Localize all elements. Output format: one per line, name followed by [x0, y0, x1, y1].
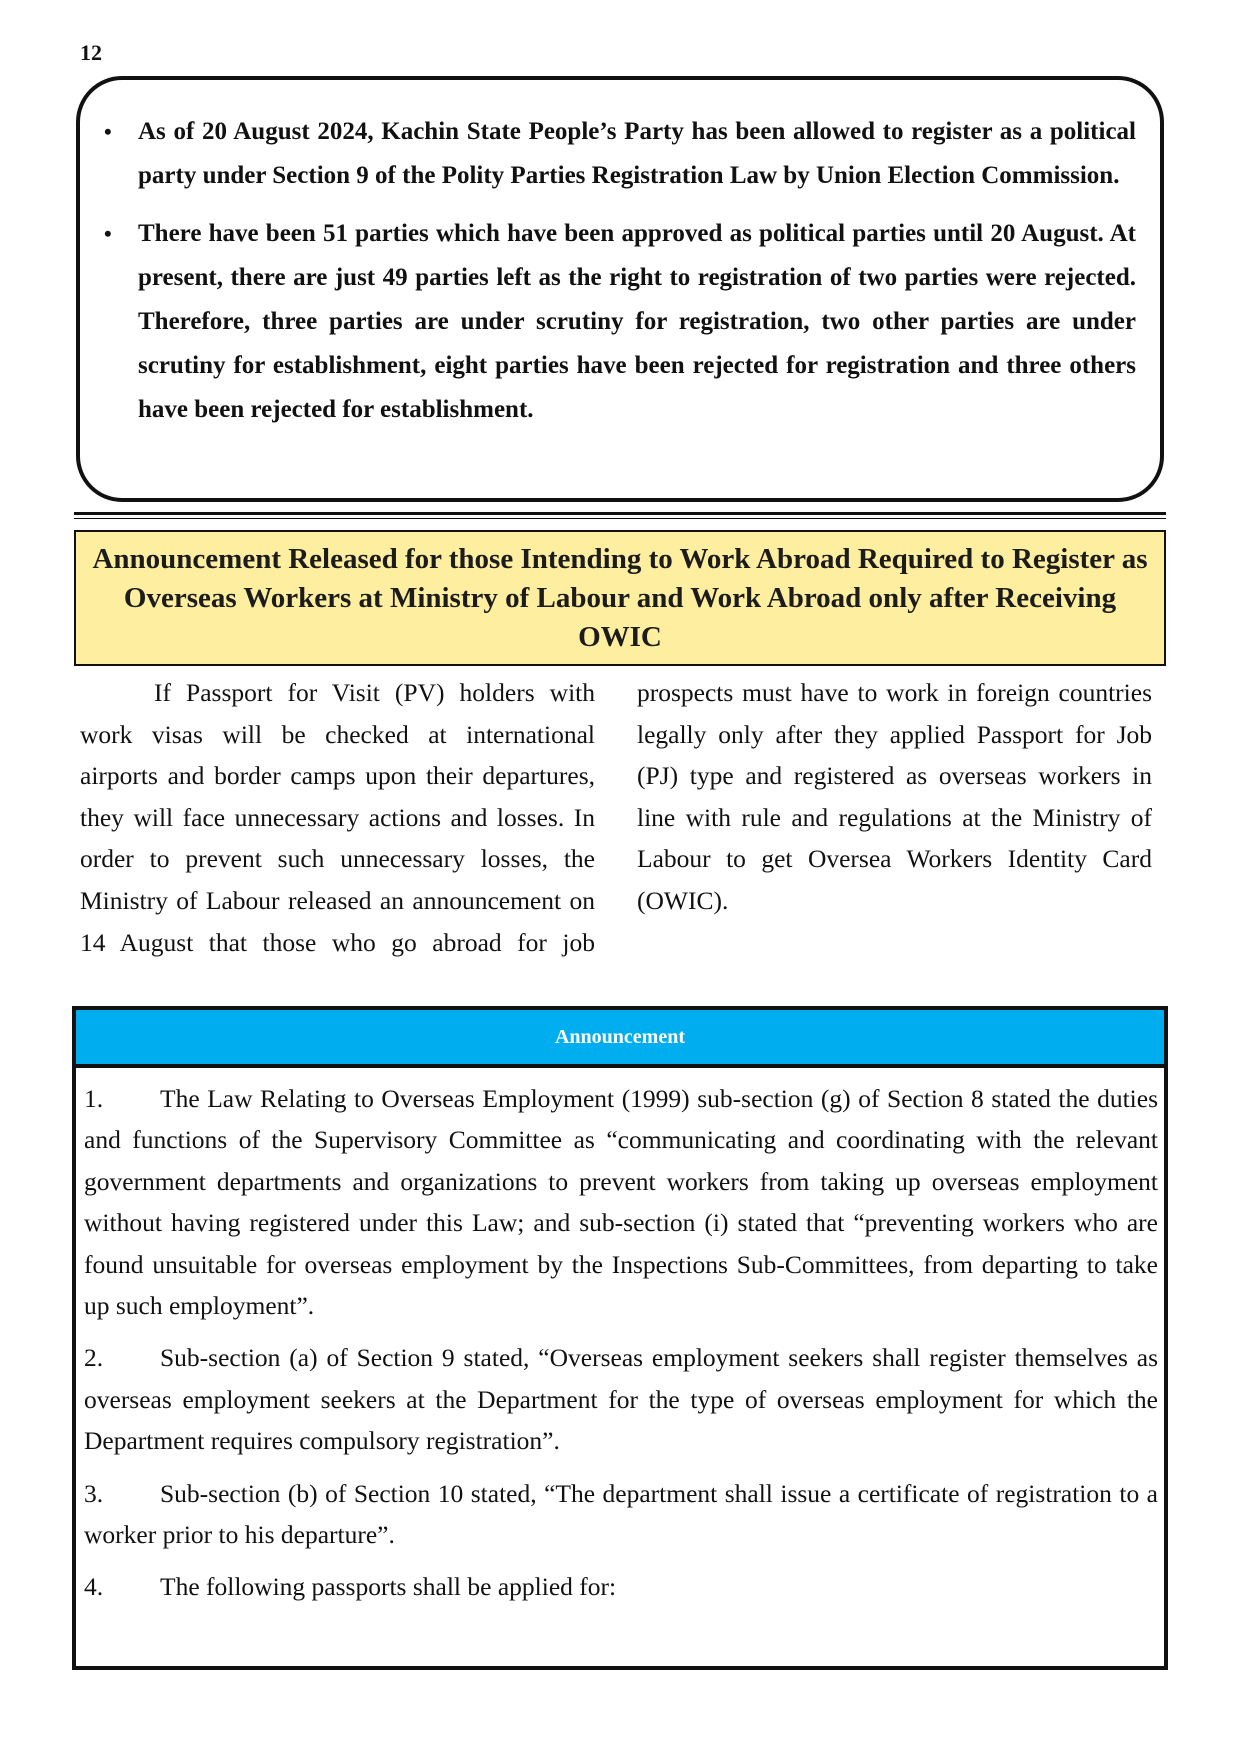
announcement-title: Announcement: [554, 1025, 685, 1048]
bullet-dot-icon: •: [104, 221, 112, 246]
announcement-clause: [84, 1473, 1158, 1556]
bullet-dot-icon: •: [104, 119, 112, 144]
page-number: 12: [80, 40, 102, 65]
announcement-box: [72, 1006, 1168, 1670]
announcement-body: [76, 1068, 1164, 1608]
article-headline: Announcement Released for those Intending to Work Abroad Required to Register as Overseas Workers at Ministry of Labour and Work Abroad only after Receiving OWIC: [92, 542, 1148, 653]
announcement-header: [76, 1010, 1164, 1068]
section-divider: [74, 512, 1166, 519]
clause-text: Sub-section (b) of Section 10 stated, “The department shall issue a certificate of registration to a worker prior to his departure”.: [84, 1478, 1158, 1550]
announcement-clause: [84, 1078, 1158, 1326]
clause-text: The following passports shall be applied for:: [160, 1572, 617, 1602]
announcement-clause: [84, 1337, 1158, 1461]
bullet-item: [104, 110, 1136, 198]
clause-number: 4.: [84, 1572, 104, 1602]
bullet-text: There have been 51 parties which have been approved as political parties until 20 August. At present, there are just 49 parties left as the right to registration of two parties were rejected. Therefore, three parties are under scrutiny for registration, two other parties are under scrutiny for establishment, eight parties have been rejected for registration and three others have been rejected for establishment.: [138, 220, 1136, 423]
clause-text: The Law Relating to Overseas Employment (1999) sub-section (g) of Section 8 stated the duties and functions of the Supervisory Committee as “communicating and coordinating with the relevant government departments and organizations to prevent workers from taking up overseas employment without having registered under this Law; and sub-section (i) stated that “preventing workers who are found unsuitable for overseas employment by the Inspections Sub-Committees, from departing to take up such employment”.: [84, 1084, 1158, 1321]
article-headline-box: [74, 530, 1166, 666]
clause-text: Sub-section (a) of Section 9 stated, “Overseas employment seekers shall register themselves as overseas employment seekers at the Department for the type of overseas employment for which the Department requires compulsory registration”.: [84, 1343, 1158, 1456]
clause-number: 2.: [84, 1343, 104, 1373]
bullet-text: As of 20 August 2024, Kachin State People’s Party has been allowed to register as a political party under Section 9 of the Polity Parties Registration Law by Union Election Commission.: [138, 118, 1136, 189]
clause-number: 1.: [84, 1084, 104, 1113]
article-body: [80, 672, 1152, 1002]
article-paragraph: If Passport for Visit (PV) holders with work visas will be checked at international airports and border camps upon their departures, they will face unnecessary actions and losses. In order to prevent such unnecessary losses, the Ministry of Labour released an announcement on 14 August that those who go abroad for job prospects must have to work in foreign countries legally only after they applied Passport for Job (PJ) type and registered as overseas workers in line with rule and regulations at the Ministry of Labour to get Oversea Workers Identity Card (OWIC).: [80, 678, 1152, 957]
bullet-item: [104, 212, 1136, 432]
clause-number: 3.: [84, 1478, 104, 1508]
announcement-clause: [84, 1566, 1158, 1607]
news-bullet-list: [104, 110, 1136, 446]
